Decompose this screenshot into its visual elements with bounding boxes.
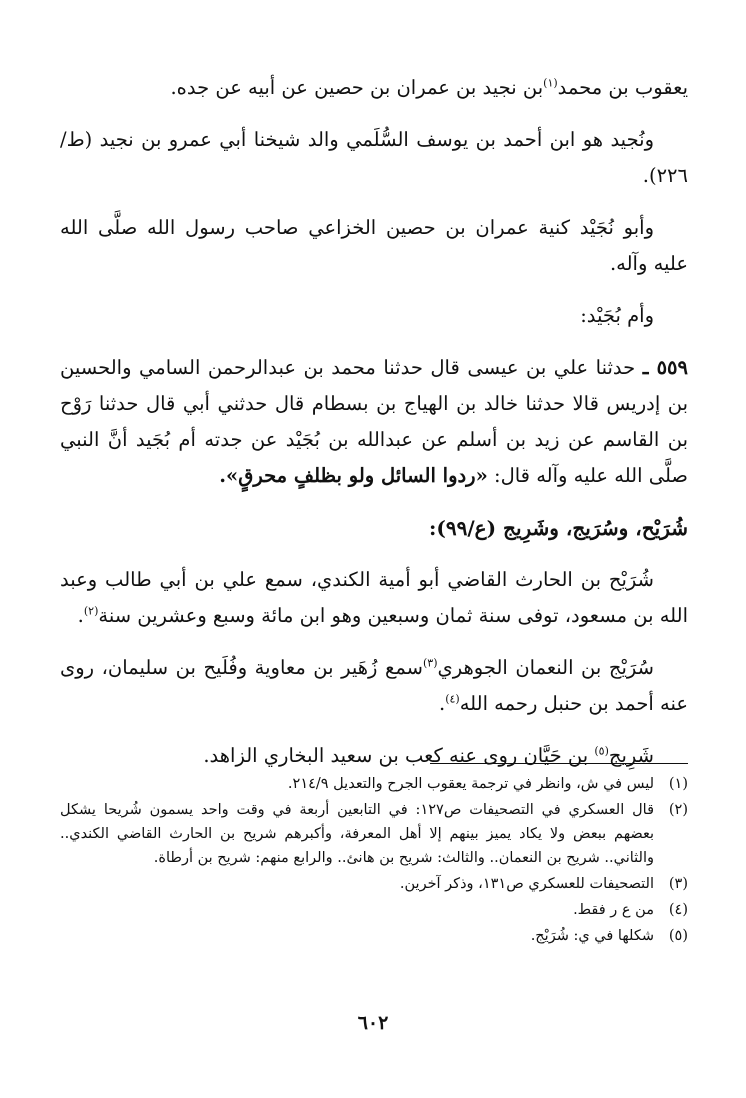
footnotes xyxy=(60,772,688,950)
paragraph-surayj: سُرَيْج بن النعمان الجوهري$^{(٣)}$سمع زُهَير بن معاوية وفُلَيح بن سليمان، روى عنه أحمد بن حنبل رحمه الله$^{(٤)}$. xyxy=(60,656,688,715)
footnote-ref-4[interactable]: (٤) xyxy=(445,692,460,706)
footnote-divider xyxy=(430,763,688,764)
section-heading: شُرَيْح، وسُرَيج، وشَرِيج (ع/٩٩): xyxy=(429,516,688,540)
page-number: ٦٠٢ xyxy=(357,1012,389,1034)
footnote-ref-1[interactable]: (١) xyxy=(543,76,558,90)
footnote-ref-5[interactable]: (٥) xyxy=(594,744,609,758)
paragraph-umm-bujayd: وأم بُجَيْد: xyxy=(580,304,654,327)
footnote-ref-3[interactable]: (٣) xyxy=(422,656,438,670)
hadith-text: «ردوا السائل ولو بظلفٍ محرقٍ». xyxy=(219,464,488,487)
main-text xyxy=(60,70,688,790)
paragraph-nujayd: ونُجيد هو ابن أحمد بن يوسف السُّلَمي والد شيخنا أبي عمرو بن نجيد (ط/٢٢٦). xyxy=(60,128,688,187)
footnote-2: (٢) قال العسكري في التصحيفات ص١٢٧: في التابعين أربعة في وقت واحد يسمون شُريحا يشكل بعضهم ببعض ولا يكاد يميز بينهم إلا أهل المعرفة، وأكبرهم شريح بن الحارث القاضي الكندي.. والثاني.. شريح بن النعمان.. والثالث: شريح بن هانئ.. والرابع منهم: شريح بن أرطاة. xyxy=(60,802,688,866)
paragraph-yaqub: يعقوب بن محمد$^{(١)}$بن نجيد بن عمران بن حصين عن أبيه عن جده. xyxy=(170,76,688,99)
footnote-5: (٥) شكلها في ي: شُرَيْج. xyxy=(530,928,688,944)
paragraph-abu-nujayd: وأبو نُجَيْد كنية عمران بن حصين الخزاعي صاحب رسول الله صلَّى الله عليه وآله. xyxy=(60,216,688,275)
footnote-1: (١) ليس في ش، وانظر في ترجمة يعقوب الجرح والتعديل ٢١٤/٩. xyxy=(287,776,688,792)
hadith-number: ٥٥٩ ـ xyxy=(642,356,688,379)
paragraph-sharij: شَرِيج$^{(٥)}$ بن حَيَّان روى عنه كعب بن سعيد البخاري الزاهد. xyxy=(203,744,654,767)
footnote-4: (٤) من ع ر فقط. xyxy=(573,902,688,918)
footnote-ref-2[interactable]: (٢) xyxy=(83,604,99,618)
footnote-3: (٣) التصحيفات للعسكري ص١٣١، وذكر آخرين. xyxy=(399,876,688,892)
paragraph-shurayh: شُرَيْح بن الحارث القاضي أبو أمية الكندي، سمع علي بن أبي طالب وعبد الله بن مسعود، توفى سنة ثمان وسبعين وهو ابن مائة وسبع وعشرين سنة$^{(٢)}$. xyxy=(60,568,688,627)
hadith-559: ٥٥٩ ـ حدثنا علي بن عيسى قال حدثنا محمد بن عبدالرحمن السامي والحسين بن إدريس قالا حدثنا خالد بن الهياج بن بسطام قال حدثني أبي قال حدثنا رَوْح بن القاسم عن زيد بن أسلم عن عبدالله بن بُجَيْد عن جدته أم بُجَيد أنَّ النبي صلَّى الله عليه وآله قال: «ردوا السائل ولو بظلفٍ محرقٍ». xyxy=(60,356,688,487)
